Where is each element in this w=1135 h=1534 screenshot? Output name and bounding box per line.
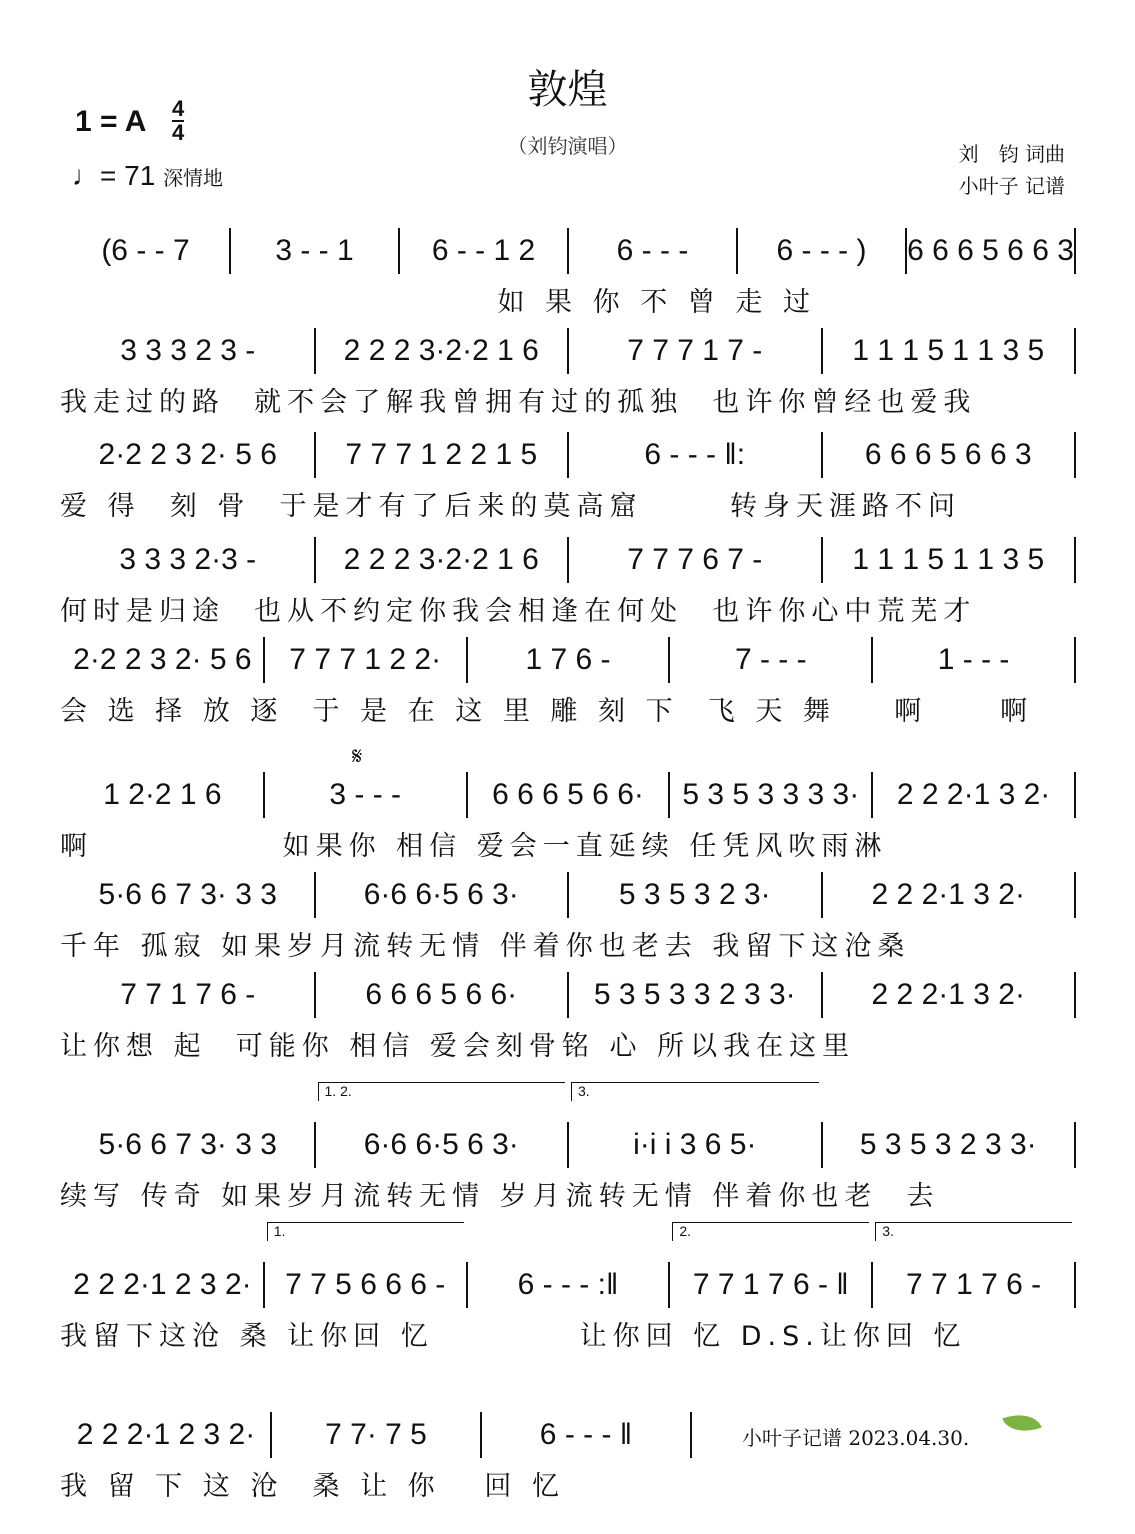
measure: 3 3 3 2·3 -: [62, 537, 316, 583]
measure: 2 2 2 3·2·2 1 6: [316, 328, 570, 374]
measure: 5·6 6 7 3· 3 3: [62, 1122, 316, 1168]
segno-sign: 𝄋: [352, 742, 363, 770]
measure: 6 - - - ‖: [482, 1412, 692, 1458]
measure: 2 2 2·1 2 3 2·: [62, 1262, 265, 1308]
notation-row: [62, 772, 1076, 818]
measure: 7 7 7 1 2 2 1 5: [316, 432, 570, 478]
measure: 1 1 1 5 1 1 3 5: [823, 328, 1077, 374]
measure: 7 7· 7 5: [272, 1412, 482, 1458]
volta-bracket: 2.: [672, 1222, 869, 1241]
singer: （刘钧演唱）: [507, 134, 628, 158]
measure: 1 2·2 1 6: [62, 772, 265, 818]
key-signature: 1 = A: [75, 105, 147, 138]
notation-row: [62, 228, 1076, 274]
measure: 7 7 5 6 6 6 - 1.: [265, 1262, 468, 1308]
lyrics-line: 啊 如果你 相信 爱会一直延续 任凭风吹雨淋: [60, 831, 888, 862]
measure: 1 1 1 5 1 1 3 5: [823, 537, 1077, 583]
measure: 6 - - -: [569, 228, 738, 274]
measure: 6 - - - ‖:: [569, 432, 823, 478]
notation-row: [62, 328, 1076, 374]
footer-note: 小叶子记谱 2023.04.30.: [742, 1426, 970, 1450]
notation-row: [62, 637, 1076, 683]
measure: 2·2 2 3 2· 5 6: [62, 637, 265, 683]
measure: 5 3 5 3 2 3·: [569, 872, 823, 918]
notation-row: [62, 432, 1076, 478]
lyrics-line: 让你想 起 可能你 相信 爱会刻骨铭 心 所以我在这里: [60, 1031, 856, 1062]
measure: 6 - - - :‖: [468, 1262, 671, 1308]
tempo-mark: ♩= 71: [72, 160, 156, 191]
volta-bracket: 3.: [571, 1082, 819, 1101]
notation-row: [62, 537, 1076, 583]
measure: 6 6 6 5 6 6 3: [907, 228, 1076, 274]
measure: 3 - - 1: [231, 228, 400, 274]
lyrics-line: 我走过的路 就不会了解我曾拥有过的孤独 也许你曾经也爱我: [60, 387, 977, 418]
tempo: [72, 160, 223, 192]
volta-bracket: 3.: [875, 1222, 1072, 1241]
lyrics-line: 何时是归途 也从不约定你我会相逢在何处 也许你心中荒芜才: [60, 596, 977, 627]
measure: 7 7 7 1 7 -: [569, 328, 823, 374]
time-bottom: 4: [172, 120, 185, 145]
lyrics-line: 爱 得 刻 骨 于是才有了后来的莫高窟 转身天涯路不问: [60, 491, 961, 522]
measure: 2 2 2·1 3 2·: [873, 772, 1076, 818]
transcriber: 小叶子 记谱: [958, 174, 1065, 198]
measure: 7 7 1 7 6 -: [62, 972, 316, 1018]
lyrics-line: 会 选 择 放 逐 于 是 在 这 里 雕 刻 下 飞 天 舞 啊 啊: [60, 696, 1034, 727]
measure: 7 - - -: [670, 637, 873, 683]
notation-row: [62, 872, 1076, 918]
measure: i·i i 3 6 5· 3.: [569, 1122, 823, 1168]
measure: 6 - - 1 2: [400, 228, 569, 274]
measure: 5 3 5 3 3 3 3·: [670, 772, 873, 818]
measure: 5 3 5 3 3 2 3 3·: [569, 972, 823, 1018]
measure: 1 7 6 -: [468, 637, 671, 683]
time-signature: [172, 98, 184, 144]
measure: 2·2 2 3 2· 5 6: [62, 432, 316, 478]
measure: 6 6 6 5 6 6·: [316, 972, 570, 1018]
song-title: 敦煌: [527, 67, 608, 113]
composer: 刘 钧 词曲: [958, 142, 1065, 166]
lyrics-line: 我留下这沧 桑 让你回 忆 让你回 忆 D.S.让你回 忆: [60, 1321, 967, 1352]
volta-bracket: 1. 2.: [318, 1082, 566, 1101]
measure: 2 2 2 3·2·2 1 6: [316, 537, 570, 583]
measure: 7 7 1 7 6 - 3.: [873, 1262, 1076, 1308]
measure: (6 - - 7: [62, 228, 231, 274]
notation-row: [62, 1083, 1076, 1168]
measure: 6 6 6 5 6 6·: [468, 772, 671, 818]
measure: 2 2 2·1 3 2·: [823, 972, 1077, 1018]
measure: 7 7 7 6 7 -: [569, 537, 823, 583]
measure: 7 7 7 1 2 2·: [265, 637, 468, 683]
lyrics-line: 千年 孤寂 如果岁月流转无情 伴着你也老去 我留下这沧桑: [60, 931, 911, 962]
notation-row: [62, 1223, 1076, 1308]
leaf-icon: [1002, 1407, 1041, 1439]
measure: 6·6 6·5 6 3·: [316, 872, 570, 918]
lyrics-line: 如 果 你 不 曾 走 过: [60, 287, 816, 318]
measure: 2 2 2·1 2 3 2·: [62, 1412, 272, 1458]
lyrics-line: 续写 传奇 如果岁月流转无情 岁月流转无情 伴着你也老 去: [60, 1181, 940, 1212]
measure: 1 - - -: [873, 637, 1076, 683]
measure: 6 - - - ): [738, 228, 907, 274]
volta-bracket: 1.: [267, 1222, 464, 1241]
mood: 深情地: [163, 168, 224, 190]
measure: 3 3 3 2 3 -: [62, 328, 316, 374]
measure: 3 - - -: [265, 772, 468, 818]
lyrics-line: 我 留 下 这 沧 桑 让 你 回 忆: [60, 1471, 565, 1502]
measure: 6·6 6·5 6 3· 1. 2.: [316, 1122, 570, 1168]
measure: 6 6 6 5 6 6 3: [823, 432, 1077, 478]
measure: 5 3 5 3 2 3 3·: [823, 1122, 1077, 1168]
time-top: 4: [172, 96, 185, 121]
measure: 2 2 2·1 3 2·: [823, 872, 1077, 918]
notation-row: [62, 1412, 692, 1458]
measure: 7 7 1 7 6 - ‖ 2.: [670, 1262, 873, 1308]
measure: 5·6 6 7 3· 3 3: [62, 872, 316, 918]
notation-row: [62, 972, 1076, 1018]
